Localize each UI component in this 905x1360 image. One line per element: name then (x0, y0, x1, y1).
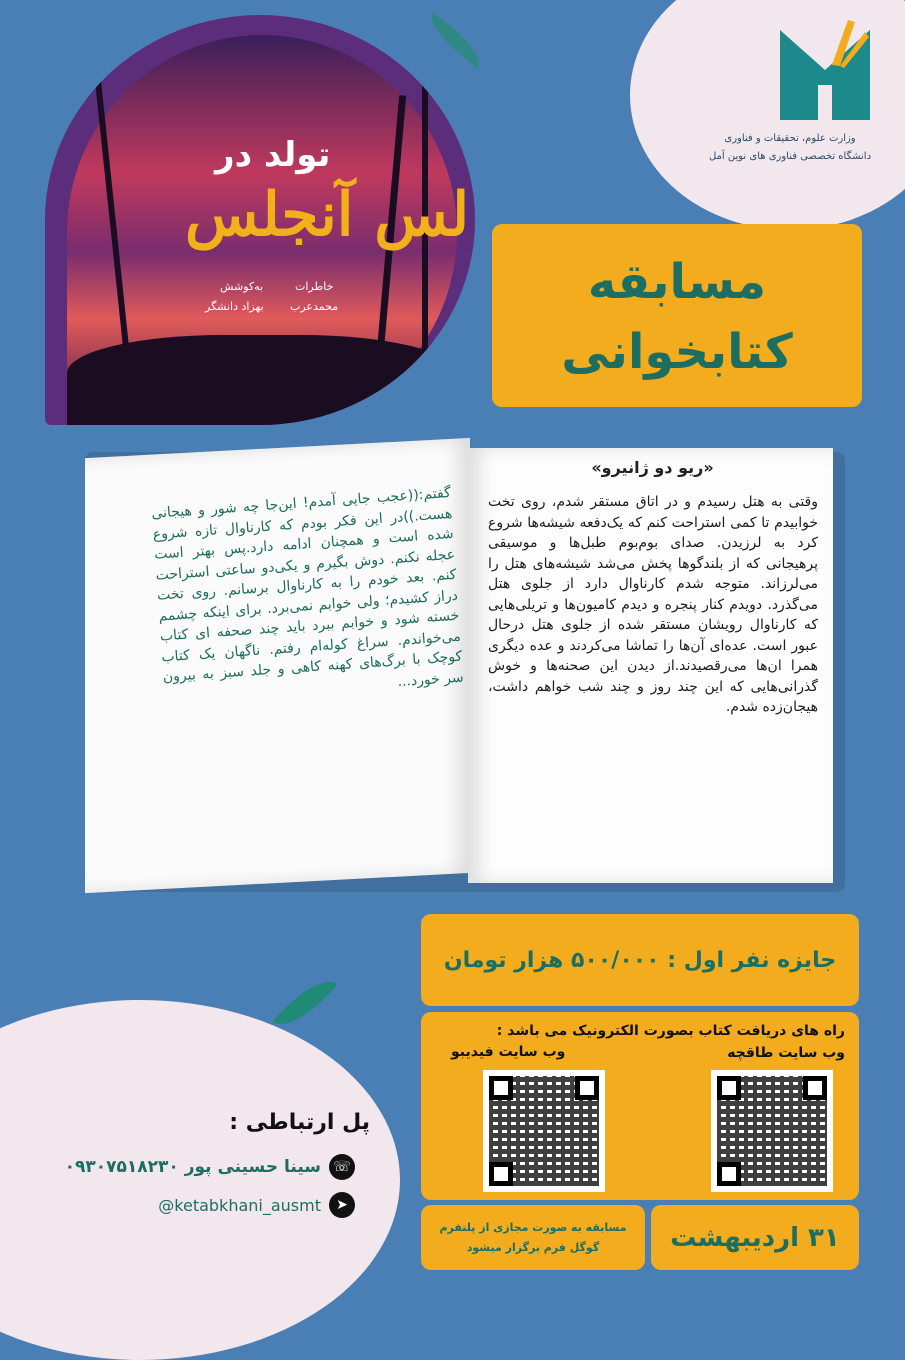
telegram-handle: @ketabkhani_ausmt (158, 1195, 321, 1215)
ways-box (421, 1012, 859, 1200)
leaf-decoration (273, 968, 338, 1038)
ministry-label: وزارت علوم، تحقیقات و فناوری (724, 133, 856, 144)
prize-banner (421, 914, 859, 1006)
cover-title-main: لس آنجلس (185, 180, 470, 250)
cover-meta: خاطرات (295, 280, 334, 293)
telegram-row[interactable] (40, 1190, 355, 1220)
contact-title: پل ارتباطی : (229, 1110, 370, 1135)
leaf-decoration (421, 12, 490, 69)
online-note-box (421, 1205, 645, 1270)
qr-code-taaghche[interactable] (711, 1070, 833, 1192)
fidibo-label: وب سایت فیدیبو (451, 1044, 566, 1060)
online-note-line-2: گوگل فرم برگزار میشود (466, 1240, 600, 1254)
ways-heading: راه های دریافت کتاب بصورت الکترونیک می باشد : (496, 1023, 845, 1039)
contest-date: ۳۱ اردیبهشت (670, 1222, 840, 1253)
cover-title-top: تولد در (215, 135, 331, 175)
cover-meta: محمدعرب (290, 300, 339, 313)
university-name (700, 130, 880, 166)
date-box (651, 1205, 859, 1270)
phone-text: سینا حسینی پور ۰۹۳۰۷۵۱۸۲۳۰ (64, 1157, 321, 1177)
phone-icon: ☏ (329, 1154, 355, 1180)
excerpt-left-text: گفتم:((عجب جایی آمدم! این‌جا چه شور و هیجانی هست.))در این فکر بودم که کارناوال تازه شروع شده است و همچنان ادامه دارد.پس بهتر است عجله نکنم. دوش بگیرم و یکی‌دو ساعتی استراحت کنم. بعد خودم را به کارناوال برسانم. روی تخت دراز کشیدم؛ ولی خوابم نمی‌برد. برای اینکه چشمم خسته شود و خوابم ببرد باید چند صحفه ای کتاب می‌خواندم. سراغ کوله‌ام رفتم. ناگهان یک کتاب کوچک با برگ‌های کهنه کاهی و جلد سبز به بیرون سر خورد... (150, 484, 465, 690)
cover-meta: بهزاد دانشگر (205, 300, 264, 313)
title-line-1: مسابقه (587, 254, 767, 310)
taaghche-label: وب سایت طاقچه (727, 1045, 845, 1061)
phone-row[interactable] (40, 1152, 355, 1182)
cover-meta: به‌کوشش (220, 280, 264, 293)
prize-text: جایزه نفر اول : ۵۰۰/۰۰۰ هزار تومان (443, 947, 837, 973)
contest-title-box (492, 224, 862, 407)
excerpt-heading: «ریو دو ژانیرو» (591, 458, 714, 477)
title-line-2: کتابخوانی (561, 324, 793, 380)
online-note-line-1: مسابقه به صورت مجازی از پلتفرم (439, 1220, 627, 1234)
telegram-icon: ➤ (329, 1192, 355, 1218)
qr-code-fidibo[interactable] (483, 1070, 605, 1192)
university-label: دانشگاه تخصصی فناوری های نوین آمل (708, 151, 872, 162)
university-logo (770, 10, 880, 130)
book-cover (45, 15, 475, 425)
excerpt-right-text: وقتی به هتل رسیدم و در اتاق مستقر شدم، روی تخت خوابیدم تا کمی استراحت کنم که یک‌دفعه شیشه‌ها شروع کرد به لرزیدن. صدای بوم‌بوم طبل‌ها و موسیقی پرهیجانی که از بلندگوها پخش می‌شد شیشه‌های هتل را می‌لرزاند. متوجه شدم کارناوال دارد از جلوی هتل می‌گذرد. دویدم کنار پنجره و دیدم کامیون‌ها و تریلی‌هایی که کارناوال رویشان مستقر شده از جلوی هتل درحال عبور است. عده‌ای آن‌ها را تماشا می‌کردند و عده دیگری همرا ان‌ها می‌رقصیدند.از دیدن این صحنه‌ها و خوش گذرانی‌هایی که این چند روز و چند شب خواهم داشت، هیجان‌زده شدم. (488, 494, 818, 715)
